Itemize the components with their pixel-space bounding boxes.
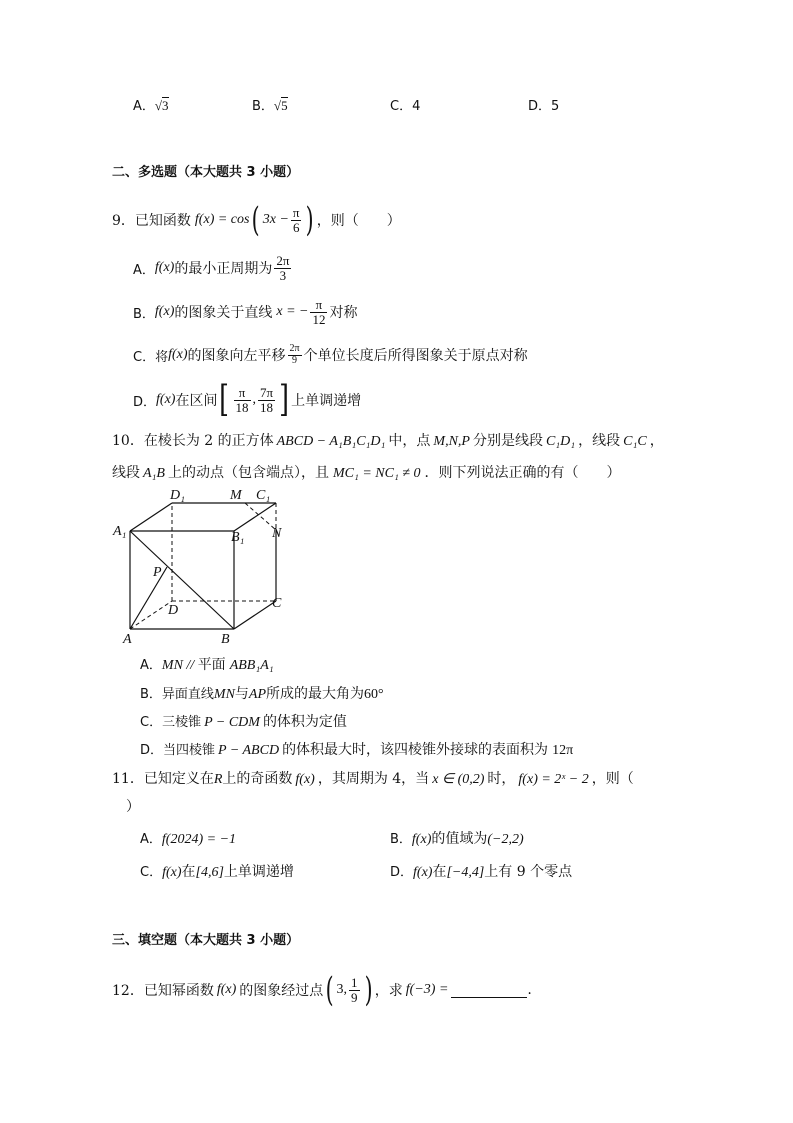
math: MN — [213, 687, 235, 702]
math: MN // — [161, 658, 198, 673]
sqrt-sign: √ — [273, 98, 282, 113]
option-tail: 对称 — [329, 305, 358, 321]
cube-diagram — [110, 485, 300, 647]
q11-stem-line2: ） — [126, 799, 140, 815]
answer-blank[interactable] — [451, 983, 527, 998]
q9-option-b — [133, 294, 357, 330]
math: C₁C — [623, 434, 647, 449]
q11-stem-line1 — [112, 768, 634, 788]
q8-option-a-label: A． — [133, 99, 155, 114]
q9-option-c — [133, 338, 528, 372]
math: ABB₁A₁ — [229, 658, 274, 673]
text: 中，点 — [388, 433, 431, 449]
bracket-right: ] — [279, 379, 290, 420]
text: 12．已知幂函数 — [112, 983, 214, 999]
option-label: A． — [140, 832, 162, 847]
paren-right: ) — [364, 970, 373, 1010]
math: MC₁ = NC₁ ≠ 0 — [332, 466, 421, 481]
q9-func: f(x) = cos — [194, 212, 250, 227]
option-label: C．将 — [133, 349, 169, 365]
q8-option-b — [252, 95, 288, 114]
option-label: D．当四棱锥 — [140, 743, 216, 758]
math: 12π — [552, 743, 574, 758]
math: f(x) — [162, 865, 182, 880]
math: f(x) = 2ˣ − 2 — [518, 772, 589, 787]
text: 线段 — [112, 465, 140, 481]
label-B1: B₁ — [231, 530, 245, 545]
q9-arg: 3x − — [262, 212, 289, 227]
option-text: 在区间 — [175, 393, 218, 409]
text: 11．已知定义在 — [112, 771, 214, 787]
func-f: f(x) — [156, 392, 176, 407]
option-label: D． — [133, 394, 157, 410]
option-text: 的图象关于直线 — [174, 305, 273, 321]
edge-B1C1 — [234, 503, 276, 531]
frac-num: 2π — [289, 343, 300, 354]
math: x ∈ (0,2) — [432, 772, 485, 787]
option-label: A． — [133, 262, 155, 278]
math: 3, — [336, 982, 348, 997]
text: ，线段 — [578, 433, 621, 449]
option-label: B． — [133, 306, 155, 322]
label-M: M — [230, 488, 242, 503]
label-B: B — [221, 632, 230, 647]
math: [−4,4] — [446, 865, 485, 880]
sqrt-sign: √ — [154, 98, 163, 113]
edge-BC — [234, 601, 276, 629]
math: 60° — [364, 687, 384, 702]
text: 上的动点（包含端点），且 — [167, 465, 329, 481]
text: . — [527, 982, 532, 998]
q10-stem-line2 — [112, 462, 621, 482]
q11-option-b — [390, 828, 524, 848]
math: P − CDM — [204, 715, 260, 730]
edge-AD — [130, 601, 172, 629]
label-A: A — [123, 632, 132, 647]
math: A₁B — [143, 466, 165, 481]
option-label: D． — [390, 865, 414, 880]
q8-option-d: D．5 — [528, 99, 560, 114]
q8-option-a — [133, 95, 169, 114]
option-text: 的体积最大时，该四棱锥外接球的表面积为 — [282, 742, 549, 758]
fraction-2pi-over-9 — [288, 344, 302, 366]
math: (−2,2) — [487, 832, 524, 847]
option-text: 在 — [181, 864, 196, 880]
math: C₁D₁ — [545, 434, 576, 449]
fraction-pi-over-6 — [291, 206, 302, 234]
label-A1: A₁ — [113, 524, 127, 539]
q10-option-a — [140, 654, 274, 674]
text: ．则下列说法正确的有（ ） — [424, 465, 621, 481]
fraction-1-over-9 — [349, 976, 360, 1004]
equation: x = − — [276, 304, 309, 319]
option-tail: 上单调递增 — [291, 393, 362, 409]
q10-option-c — [140, 711, 347, 731]
fraction-pi-over-12 — [310, 298, 327, 326]
fraction-7pi-over-18 — [258, 386, 275, 414]
text: 上的奇函数 — [222, 771, 293, 787]
math: AP — [248, 687, 267, 702]
fraction-pi-over-18 — [234, 386, 251, 414]
math: f(x) — [413, 865, 433, 880]
frac-den: 6 — [292, 219, 300, 235]
option-label: C． — [140, 865, 163, 880]
comma: , — [252, 392, 256, 407]
q8-option-a-value: 3 — [162, 98, 169, 113]
bracket-left: [ — [219, 379, 230, 420]
q10-option-b — [140, 683, 384, 703]
frac-num: π — [310, 298, 327, 313]
frac-den: 9 — [351, 989, 358, 1005]
func-f: f(x) — [168, 347, 188, 362]
q9-option-d — [133, 380, 361, 420]
option-label: A． — [140, 658, 162, 673]
q12-stem — [112, 970, 532, 1010]
option-text: 上有 9 个零点 — [484, 864, 573, 880]
option-text: 的图象向左平移 — [187, 348, 286, 364]
math: f(−3) = — [405, 982, 449, 997]
frac-num: 1 — [351, 974, 358, 990]
label-N: N — [272, 526, 282, 541]
math: [4,6] — [195, 865, 224, 880]
option-text: 的最小正周期为 — [174, 261, 273, 277]
frac-den: 12 — [312, 311, 326, 327]
text: ， — [649, 433, 664, 449]
option-tail: 个单位长度后所得图象关于原点对称 — [303, 348, 528, 364]
text: 时， — [487, 771, 516, 787]
q9-option-a — [133, 250, 293, 286]
q9-stem — [112, 200, 401, 240]
section-title-fill-in: 三、填空题（本大题共 3 小题） — [112, 933, 300, 948]
func-f: f(x) — [154, 260, 175, 275]
option-text: 所成的最大角为 — [266, 686, 365, 702]
q11-option-c — [140, 861, 294, 881]
math: f(x) — [411, 832, 432, 847]
q10-option-d — [140, 739, 573, 759]
text: 的图象经过点 — [239, 983, 324, 999]
fraction-2pi-over-3 — [274, 254, 291, 282]
section-title-multiple-choice: 二、多选题（本大题共 3 小题） — [112, 165, 300, 180]
q8-option-b-label: B． — [252, 99, 274, 114]
option-label: B．异面直线 — [140, 687, 214, 702]
frac-den: 18 — [235, 399, 249, 415]
paren-right: ) — [306, 200, 315, 240]
option-text: 上单调递增 — [223, 864, 294, 880]
label-C: C — [272, 596, 282, 611]
math: f(x) — [216, 982, 237, 997]
math: f(2024) = −1 — [161, 832, 237, 847]
paren-left: ( — [325, 970, 334, 1010]
frac-num: 2π — [276, 252, 290, 268]
math: R — [213, 772, 223, 787]
frac-den: 9 — [292, 354, 298, 366]
math: f(x) — [295, 772, 315, 787]
text: ，求 — [374, 983, 403, 999]
math: P − ABCD — [218, 743, 280, 758]
q8-option-c: C．4 — [390, 99, 421, 114]
label-D1: D₁ — [170, 488, 185, 503]
diagonal-A1B — [130, 531, 234, 629]
frac-num: π — [292, 204, 300, 220]
option-text: 的体积为定值 — [262, 714, 347, 730]
math: ABCD − A₁B₁C₁D₁ — [276, 434, 386, 449]
text: 分别是线段 — [472, 433, 543, 449]
q9-lead: 9．已知函数 — [112, 213, 191, 229]
text: 10．在棱长为 2 的正方体 — [112, 433, 274, 449]
paren-left: ( — [252, 200, 261, 240]
q8-option-b-value: 5 — [281, 98, 288, 113]
text: ，则（ — [591, 771, 634, 787]
q10-stem-line1 — [112, 430, 664, 450]
label-D: D — [168, 603, 179, 618]
option-text: 在 — [432, 864, 447, 880]
label-P: P — [153, 565, 162, 580]
option-text: 与 — [234, 686, 249, 702]
func-f: f(x) — [154, 304, 175, 319]
text: ，其周期为 4，当 — [317, 771, 430, 787]
frac-den: 18 — [260, 399, 274, 415]
frac-num: π — [234, 386, 251, 401]
option-label: C．三棱锥 — [140, 715, 202, 730]
edge-A1D1 — [130, 503, 172, 531]
option-text: 平面 — [197, 657, 226, 673]
option-text: 的值域为 — [431, 831, 488, 847]
q11-option-d — [390, 861, 572, 881]
option-label: B． — [390, 832, 412, 847]
label-C1: C₁ — [256, 488, 271, 503]
frac-den: 3 — [279, 267, 287, 283]
q11-option-a — [140, 828, 236, 848]
q9-tail: ，则（ ） — [316, 213, 401, 229]
math: M,N,P — [433, 434, 470, 449]
frac-num: 7π — [260, 384, 274, 400]
